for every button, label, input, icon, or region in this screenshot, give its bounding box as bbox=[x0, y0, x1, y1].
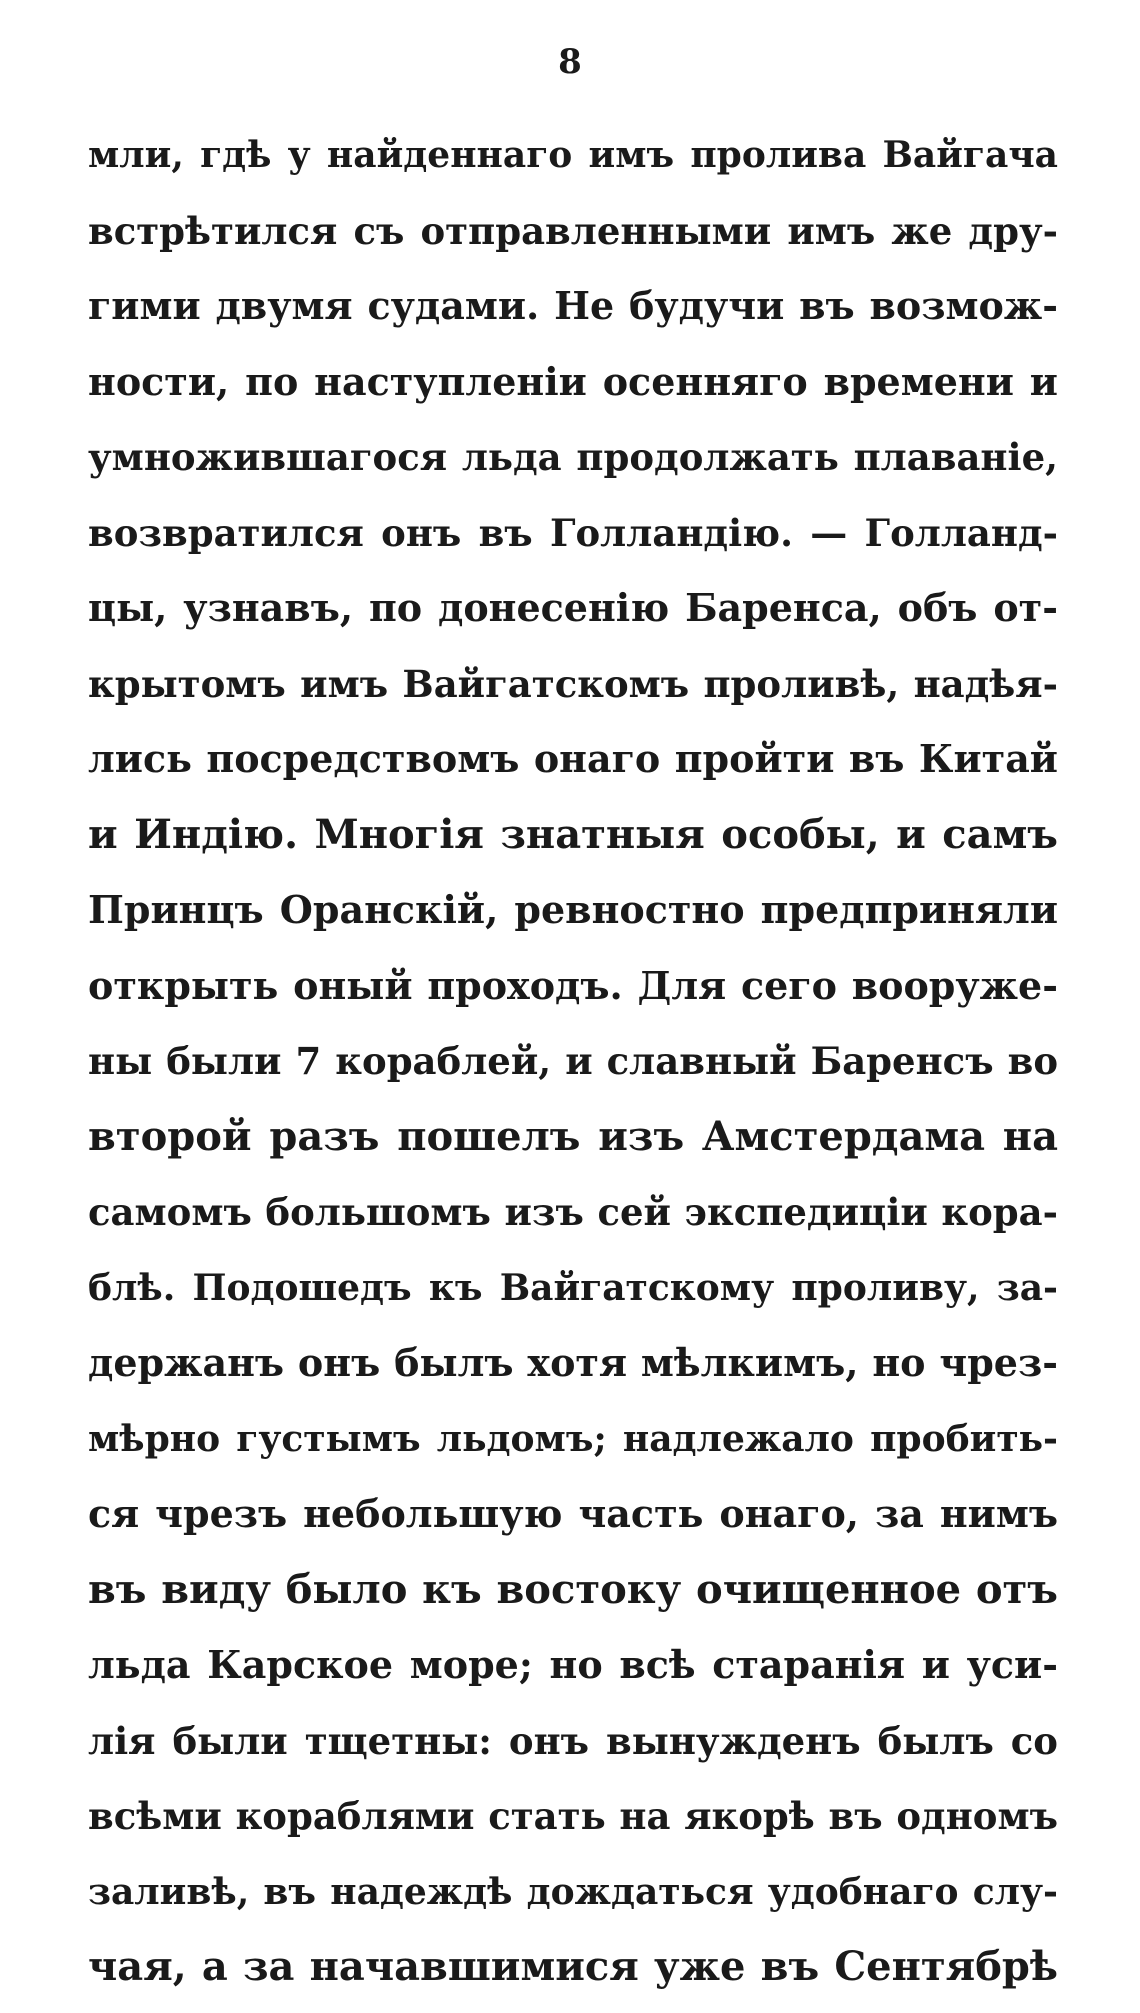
page-text bbox=[88, 125, 1058, 2013]
text-line: лія были тщетны: онъ вынужденъ былъ со bbox=[88, 1718, 1058, 1763]
text-line: встрѣтился съ отправленными имъ же дру- bbox=[88, 208, 1058, 253]
text-line: открыть оный проходъ. Для сего вооруже- bbox=[88, 962, 1058, 1008]
text-line: чая, а за начавшимися уже въ Сентябрѣ bbox=[88, 1943, 1058, 1990]
text-line: блѣ. Подошедъ къ Вайгатскому проливу, за- bbox=[88, 1266, 1058, 1309]
text-line: крытомъ имъ Вайгатскомъ проливѣ, надѣя- bbox=[88, 661, 1058, 706]
text-line: гими двумя судами. Не будучи въ возмож- bbox=[88, 283, 1058, 328]
page-number: 8 bbox=[558, 42, 582, 82]
text-line: цы, узнавъ, по донесенію Баренса, объ от- bbox=[88, 585, 1058, 630]
text-line: лись посредствомъ онаго пройти въ Китай bbox=[88, 736, 1058, 781]
text-line: заливѣ, въ надеждѣ дождаться удобнаго слу- bbox=[88, 1870, 1058, 1913]
text-line: ся чрезъ небольшую часть онаго, за нимъ bbox=[88, 1491, 1058, 1536]
text-line: мѣрно густымъ льдомъ; надлежало пробить- bbox=[88, 1417, 1058, 1460]
text-line: второй разъ пошелъ изъ Амстердама на bbox=[88, 1112, 1058, 1160]
text-line: держанъ онъ былъ хотя мѣлкимъ, но чрез- bbox=[88, 1340, 1058, 1385]
text-line: всѣми кораблями стать на якорѣ въ одномъ bbox=[88, 1794, 1058, 1838]
text-line: мли, гдѣ у найденнаго имъ пролива Вайгача bbox=[88, 134, 1058, 176]
text-line: самомъ большомъ изъ сей экспедиціи кора- bbox=[88, 1190, 1058, 1234]
text-line: ности, по наступленіи осенняго времени и bbox=[88, 358, 1058, 404]
text-line: льда Карское море; но всѣ старанія и уси- bbox=[88, 1642, 1058, 1687]
text-line: возвратился онъ въ Голландію. — Голланд- bbox=[88, 510, 1058, 555]
text-line: умножившагося льда продолжать плаваніе, bbox=[88, 435, 1058, 479]
text-line: и Индію. Многія знатныя особы, и самъ bbox=[88, 810, 1058, 858]
text-line: Принцъ Оранскій, ревностно предприняли bbox=[88, 887, 1058, 932]
text-line: ны были 7 кораблей, и славный Баренсъ во bbox=[88, 1039, 1058, 1083]
text-line: въ виду было къ востоку очищенное отъ bbox=[88, 1565, 1058, 1613]
